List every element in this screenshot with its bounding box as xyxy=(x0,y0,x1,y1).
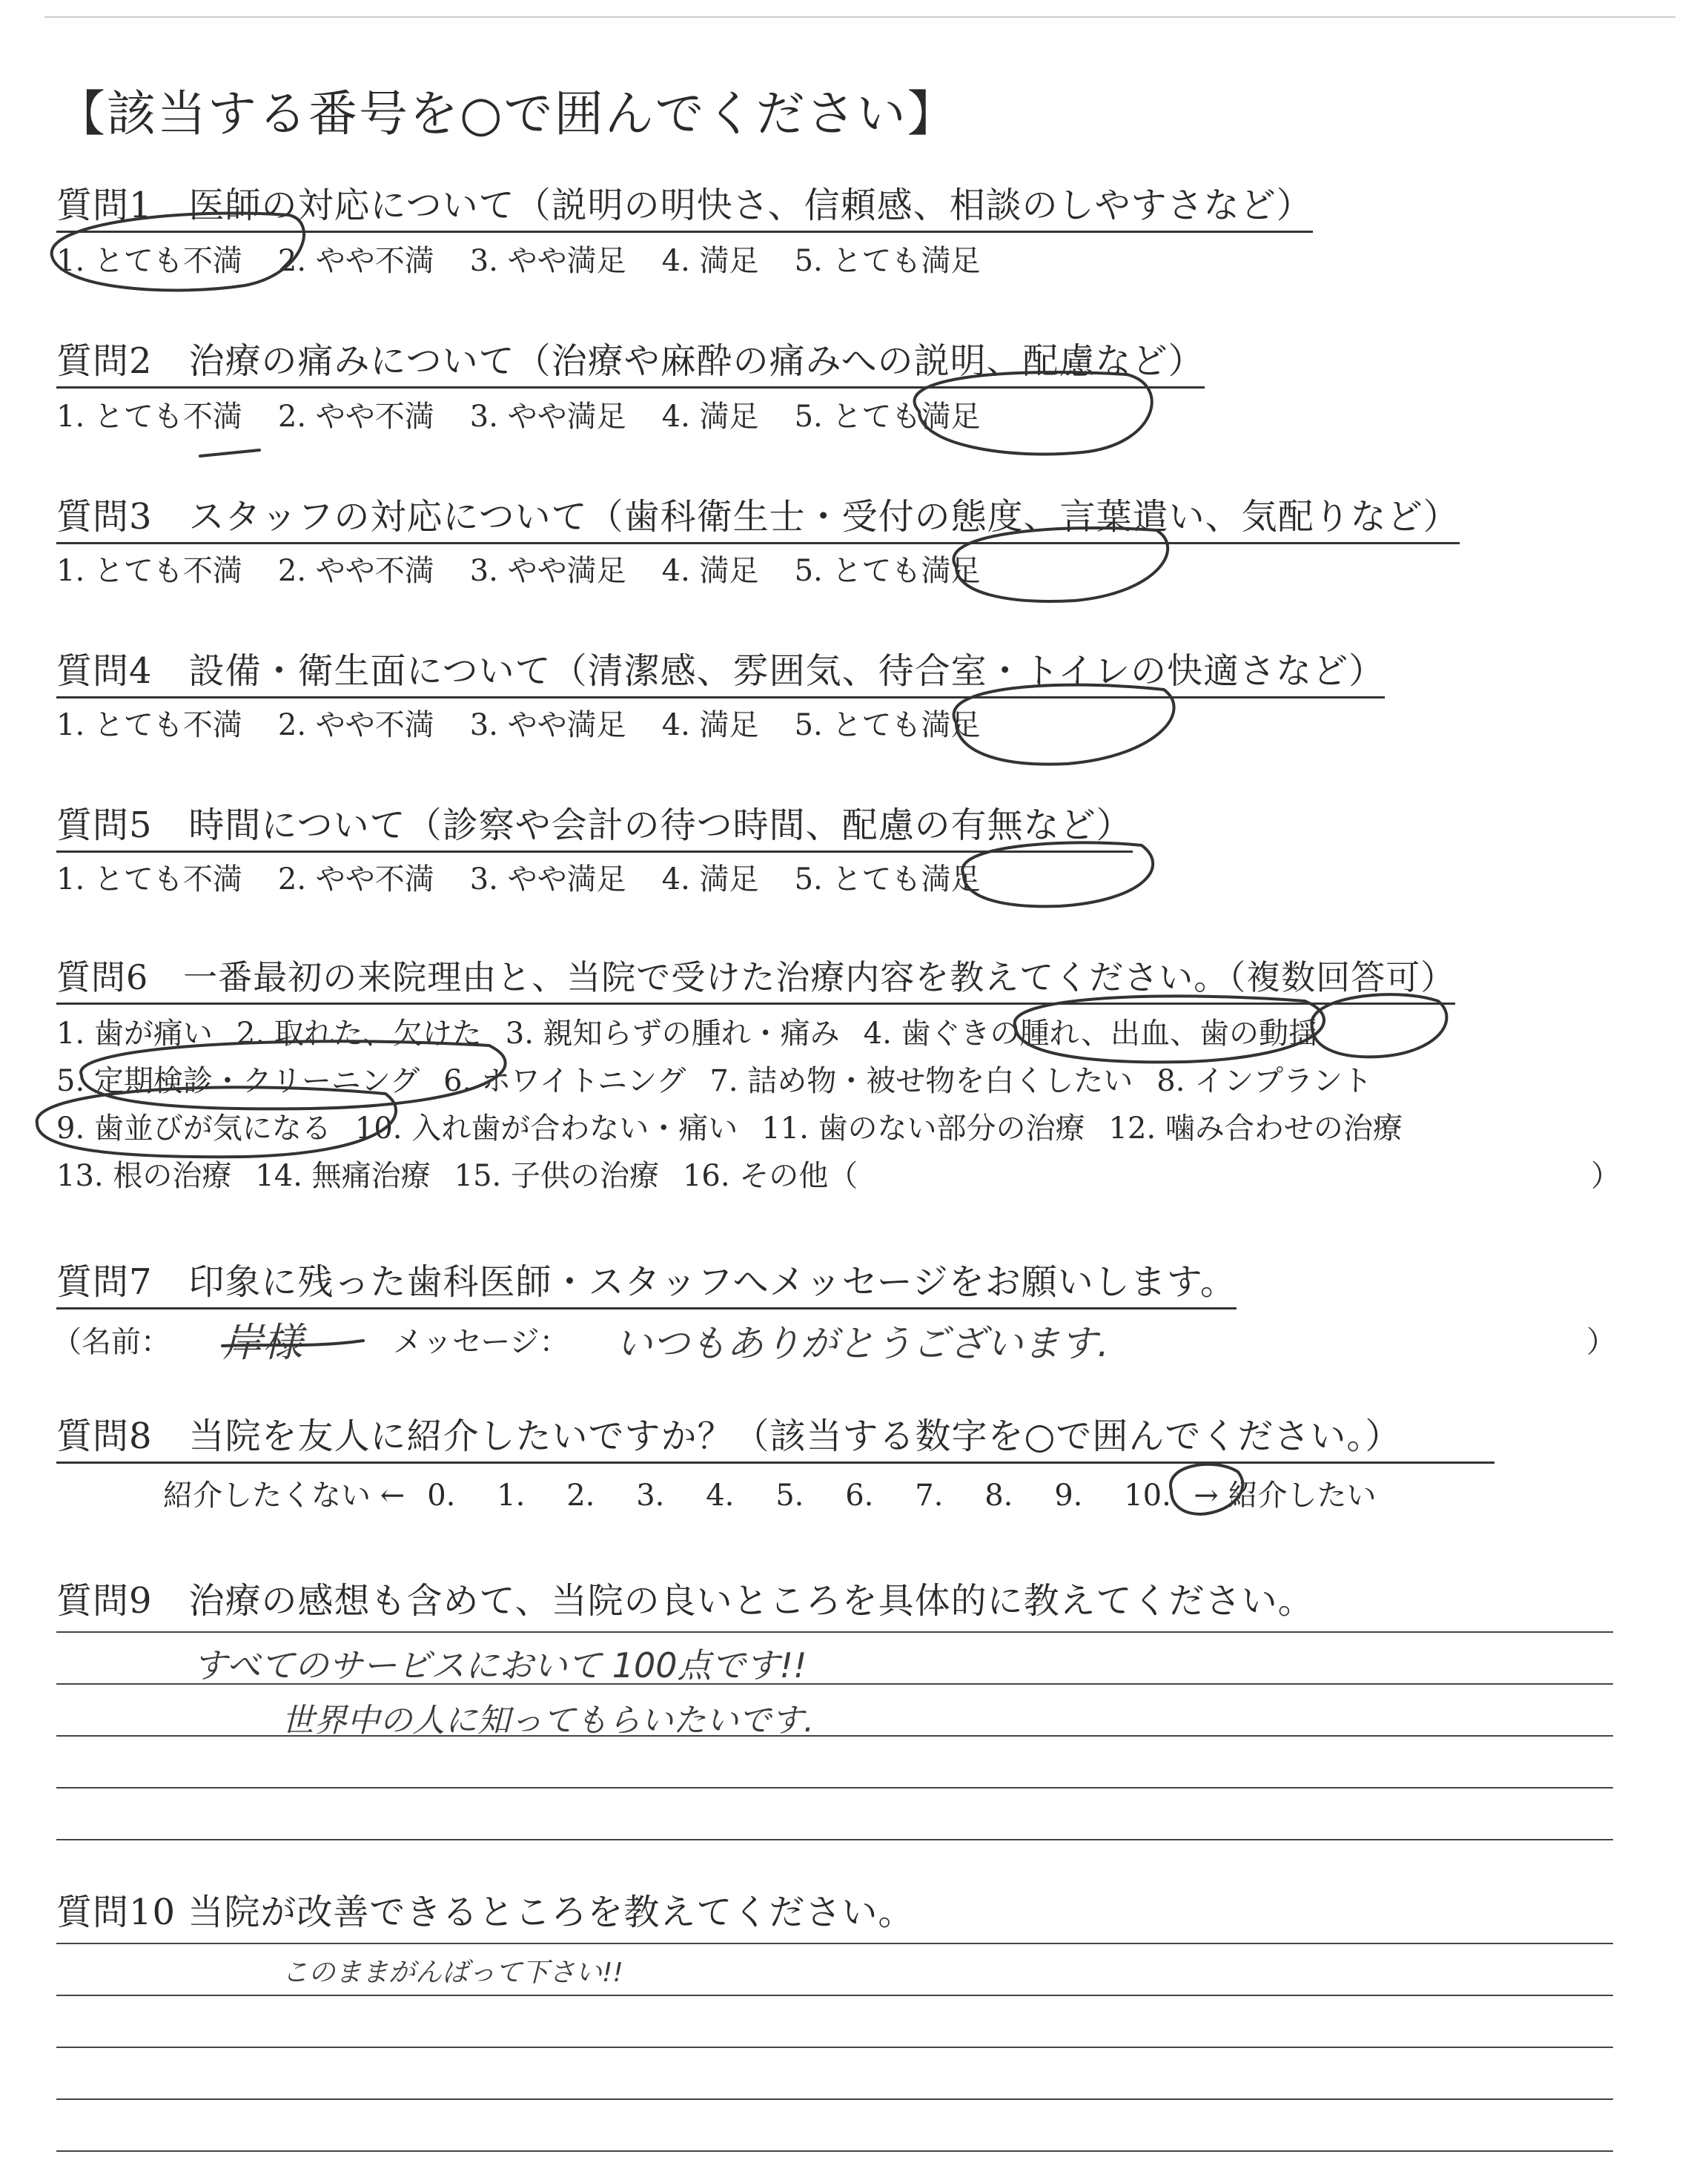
q6-option-11[interactable]: 11. 歯のない部分の治療 xyxy=(761,1112,1085,1146)
q8-scale-7[interactable]: 7. xyxy=(915,1479,944,1513)
q6-row-3 xyxy=(56,1105,1426,1147)
q10-title: 質問10 当院が改善できるところを教えてください。 xyxy=(56,1892,915,1933)
q3-title: 質問3 スタッフの対応について（歯科衛生士・受付の態度、言葉遣い、気配りなど） xyxy=(56,488,1460,544)
q5-option-3[interactable]: 3. やや満足 xyxy=(469,862,626,896)
q7-message-label: メッセージ： xyxy=(393,1325,569,1359)
q3-option-3[interactable]: 3. やや満足 xyxy=(469,554,626,588)
q5-option-1[interactable]: 1. とても不満 xyxy=(56,862,242,896)
q5-title: 質問5 時間について（診察や会計の待つ時間、配慮の有無など） xyxy=(56,796,1133,853)
q5-option-2[interactable]: 2. やや不満 xyxy=(277,862,434,896)
q2-option-2[interactable]: 2. やや不満 xyxy=(277,400,434,434)
q5-option-4[interactable]: 4. 満足 xyxy=(661,862,759,896)
q8-scale-3[interactable]: 3. xyxy=(636,1479,665,1513)
q7-name-label: （名前： xyxy=(52,1325,171,1359)
q2-option-1[interactable]: 1. とても不満 xyxy=(56,400,242,434)
q8-scale-9[interactable]: 9. xyxy=(1054,1479,1083,1513)
q10-line-5 xyxy=(56,2150,1613,2152)
q6-option-2[interactable]: 2. 取れた、欠けた xyxy=(236,1017,482,1051)
q3-option-5[interactable]: 5. とても満足 xyxy=(794,554,981,588)
q7-title: 質問7 印象に残った歯科医師・スタッフへメッセージをお願いします。 xyxy=(56,1253,1237,1309)
page-title: 【該当する番号を○で囲んでください】 xyxy=(56,85,958,142)
q6-option-12[interactable]: 12. 噛み合わせの治療 xyxy=(1108,1112,1403,1146)
q1-option-4[interactable]: 4. 満足 xyxy=(661,244,759,278)
q10-line-3 xyxy=(56,2047,1613,2048)
q3-option-4[interactable]: 4. 満足 xyxy=(661,554,759,588)
q6-row-2 xyxy=(56,1057,1396,1100)
q6-option-13[interactable]: 13. 根の治療 xyxy=(56,1159,232,1193)
q6-other-close: ） xyxy=(1591,1159,1621,1193)
q7-name-value[interactable]: 岸様 xyxy=(222,1319,302,1366)
q9-line-1 xyxy=(56,1631,1613,1633)
q8-scale-8[interactable]: 8. xyxy=(984,1479,1013,1513)
q8-left-label: 紹介したくない ← xyxy=(163,1479,406,1513)
q1-option-1[interactable]: 1. とても不満 xyxy=(56,244,242,278)
q6-option-9[interactable]: 9. 歯並びが気になる xyxy=(56,1112,331,1146)
q3-option-1[interactable]: 1. とても不満 xyxy=(56,554,242,588)
q4-option-5[interactable]: 5. とても満足 xyxy=(794,708,981,742)
q4-option-1[interactable]: 1. とても不満 xyxy=(56,708,242,742)
q2-option-4[interactable]: 4. 満足 xyxy=(661,400,759,434)
q9-answer-line-2[interactable]: 世界中の人に知ってもらいたいです. xyxy=(282,1702,814,1740)
q10-line-1 xyxy=(56,1943,1613,1944)
q8-scale-row xyxy=(163,1472,1376,1514)
q8-title: 質問8 当院を友人に紹介したいですか？（該当する数字を○で囲んでください。） xyxy=(56,1407,1494,1464)
q6-option-10[interactable]: 10. 入れ歯が合わない・痛い xyxy=(354,1112,738,1146)
q7-message-value[interactable]: いつもありがとうございます. xyxy=(615,1322,1109,1365)
q3-option-2[interactable]: 2. やや不満 xyxy=(277,554,434,588)
q7-answer-row xyxy=(52,1318,1616,1366)
q8-scale-6[interactable]: 6. xyxy=(845,1479,874,1513)
q2-option-5[interactable]: 5. とても満足 xyxy=(794,400,981,434)
q1-title: 質問1 医師の対応について（説明の明快さ、信頼感、相談のしやすさなど） xyxy=(56,176,1313,233)
q8-scale-0[interactable]: 0. xyxy=(427,1479,456,1513)
q6-option-7[interactable]: 7. 詰め物・被せ物を白くしたい xyxy=(709,1064,1133,1098)
q6-option-16[interactable]: 16. その他（ xyxy=(682,1159,858,1193)
page-top-edge xyxy=(44,16,1675,18)
q2-title: 質問2 治療の痛みについて（治療や麻酔の痛みへの説明、配慮など） xyxy=(56,332,1205,389)
q6-option-1[interactable]: 1. 歯が痛い xyxy=(56,1017,213,1051)
q10-line-4 xyxy=(56,2098,1613,2100)
q5-options xyxy=(56,856,1016,898)
stray-dash xyxy=(200,450,259,456)
q6-option-4[interactable]: 4. 歯ぐきの腫れ、出血、歯の動揺 xyxy=(863,1017,1318,1051)
q9-answer-line-1[interactable]: すべてのサービスにおいて 100点です!! xyxy=(193,1645,807,1685)
q1-options xyxy=(56,237,1016,280)
q6-option-5[interactable]: 5. 定期検診・クリーニング xyxy=(56,1064,420,1098)
q6-option-8[interactable]: 8. インプラント xyxy=(1156,1064,1373,1098)
q4-option-3[interactable]: 3. やや満足 xyxy=(469,708,626,742)
q8-scale-2[interactable]: 2. xyxy=(566,1479,595,1513)
q2-option-3[interactable]: 3. やや満足 xyxy=(469,400,626,434)
q8-scale-4[interactable]: 4. xyxy=(706,1479,735,1513)
q8-right-label: → 紹介したい xyxy=(1194,1479,1377,1513)
q4-option-4[interactable]: 4. 満足 xyxy=(661,708,759,742)
q3-options xyxy=(56,547,1016,589)
q1-option-5[interactable]: 5. とても満足 xyxy=(794,244,981,278)
q8-scale-10[interactable]: 10. xyxy=(1124,1479,1171,1513)
q8-scale-5[interactable]: 5. xyxy=(775,1479,804,1513)
q1-option-2[interactable]: 2. やや不満 xyxy=(277,244,434,278)
q7-close: ） xyxy=(1586,1325,1616,1359)
q2-options xyxy=(56,393,1016,435)
q4-option-2[interactable]: 2. やや不満 xyxy=(277,708,434,742)
q6-option-6[interactable]: 6. ホワイトニング xyxy=(443,1064,686,1098)
q6-option-14[interactable]: 14. 無痛治療 xyxy=(255,1159,431,1193)
q5-option-5[interactable]: 5. とても満足 xyxy=(794,862,981,896)
q10-line-2 xyxy=(56,1995,1613,1996)
q8-scale-1[interactable]: 1. xyxy=(497,1479,526,1513)
q6-title: 質問6 一番最初の来院理由と、当院で受けた治療内容を教えてください。（複数回答可） xyxy=(56,951,1455,1005)
q6-option-3[interactable]: 3. 親知らずの腫れ・痛み xyxy=(505,1017,840,1051)
q6-row-4 xyxy=(56,1152,1621,1195)
q6-row-1 xyxy=(56,1010,1342,1052)
q9-line-5 xyxy=(56,1839,1613,1840)
q4-options xyxy=(56,701,1016,744)
q10-answer-line-1[interactable]: このままがんばって下さい!! xyxy=(282,1958,623,1988)
q9-title: 質問9 治療の感想も含めて、当院の良いところを具体的に教えてください。 xyxy=(56,1580,1314,1622)
q1-option-3[interactable]: 3. やや満足 xyxy=(469,244,626,278)
q4-title: 質問4 設備・衛生面について（清潔感、雰囲気、待合室・トイレの快適さなど） xyxy=(56,642,1385,698)
q6-option-15[interactable]: 15. 子供の治療 xyxy=(454,1159,659,1193)
q9-line-4 xyxy=(56,1787,1613,1789)
